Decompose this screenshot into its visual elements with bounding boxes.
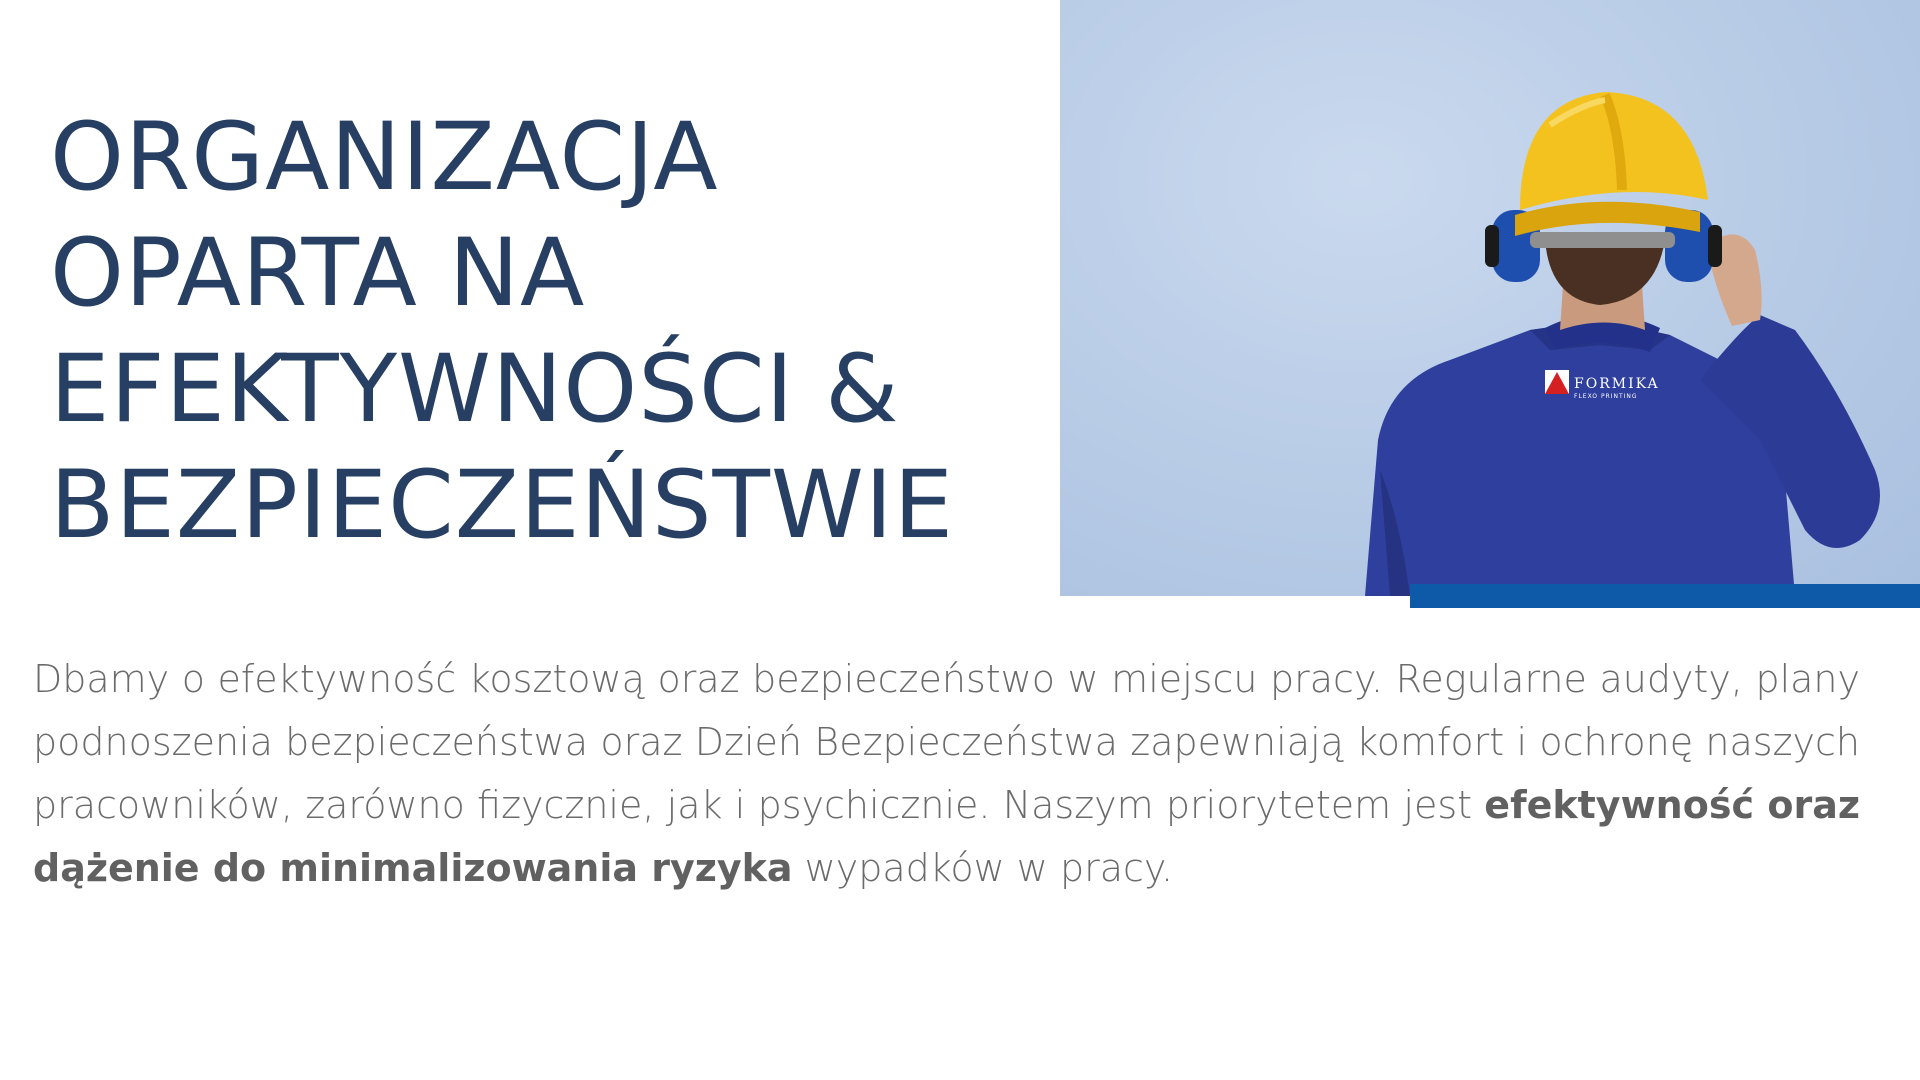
title-line-1: ORGANIZACJA	[50, 103, 719, 212]
page-title	[50, 100, 1010, 564]
paragraph-emphasis: efektywność oraz dążenie do minimalizowania ryzyka	[33, 783, 1860, 890]
logo-subtext: FLEXO PRINTING	[1574, 393, 1638, 400]
title-line-4: BEZPIECZEŃSTWIE	[50, 451, 954, 560]
paragraph-text-after: wypadków w pracy.	[792, 846, 1174, 890]
worker-photo	[1060, 0, 1920, 596]
description-paragraph	[33, 648, 1860, 900]
paragraph-text-before: Dbamy o efektywność kosztową oraz bezpieczeństwo w miejscu pracy. Regularne audyty, plany podnoszenia bezpieczeństwa oraz Dzień Bezpieczeństwa zapewniają komfort i ochronę naszych pracowników, zarówno fizycznie, jak i psychicznie. Naszym priorytetem jest	[33, 657, 1860, 827]
title-line-3: EFEKTYWNOŚCI &	[50, 335, 900, 444]
title-line-2: OPARTA NA	[50, 219, 586, 328]
worker-illustration	[1060, 0, 1920, 596]
accent-bar	[1410, 584, 1920, 608]
logo-text: FORMIKA	[1574, 376, 1660, 392]
